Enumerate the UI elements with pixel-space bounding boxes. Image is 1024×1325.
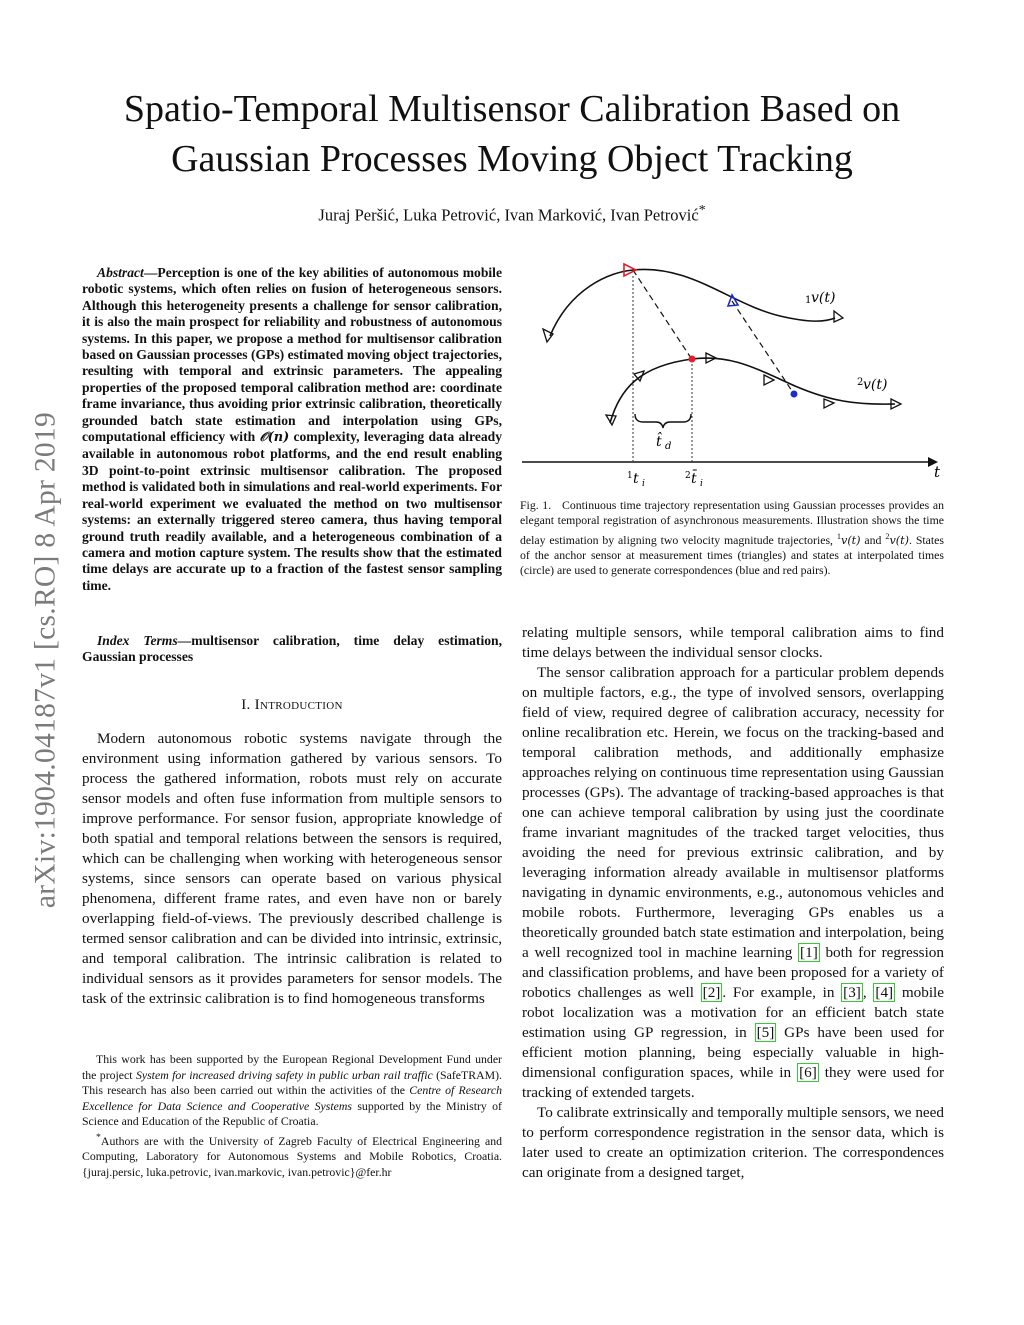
- title-line-1: Spatio-Temporal Multisensor Calibration Based on: [123, 88, 901, 130]
- title-line-2: Gaussian Processes Moving Object Tracking: [171, 138, 853, 180]
- abstract: [82, 265, 502, 594]
- intro-p2-text-a: The sensor calibration approach for a particular problem depends on multiple factors, e.g., the type of involved sensors, overlapping field of view, required degree of calibration accuracy, necessity for online recalibration etc. Herein, we focus on the tracking-based and temporal calibration methods, and additionally emphasize approaches relying on continuous time representation using Gaussian processes (GPs). The advantage of tracking-based approaches is that one can achieve temporal calibration by using just the coordinate frame invariant magnitudes of the tracked target velocities, thus avoiding the need for previous extrinsic calibration, and by leveraging information already available in multisensor platforms navigating in dynamic environments, e.g., autonomous vehicles and mobile robots. Furthermore, leveraging GPs enables us a theoretically grounded batch state estimation and interpolation, being a well recognized tool in machine learning: [522, 664, 944, 961]
- abstract-dash: —: [143, 265, 158, 280]
- caption-text-1: Continuous time trajectory representation using Gaussian processes provides an elegant temporal registration of asynchronous measurements. Illustration shows the time delay estimation by aligning two velocity magnitude trajectories,: [520, 498, 944, 547]
- section-title: Introduction: [254, 697, 343, 713]
- index-terms-label: Index Terms: [97, 633, 178, 648]
- intro-p2-text-c: . For example, in: [722, 984, 842, 1001]
- index-terms-text: multisensor calibration, time delay estimation, Gaussian processes: [82, 633, 502, 665]
- section-number: I.: [241, 697, 255, 713]
- citation-link-3[interactable]: [3]: [843, 984, 861, 1001]
- caption-v2: v(t): [889, 533, 910, 547]
- interpolated-state-blue: [791, 391, 798, 398]
- intro-p2-text-d: ,: [862, 984, 874, 1001]
- label-ti: t: [633, 471, 639, 487]
- curve-v2: [610, 358, 895, 423]
- footnote-project-name: System for increased driving safety in public urban rail traffic: [135, 1067, 433, 1082]
- citation-link-6[interactable]: [6]: [799, 1064, 817, 1081]
- label-v2-pre: 2: [857, 377, 864, 388]
- footnote-centre-name: Centre of Research Excellence for Data Science and Cooperative Systems: [82, 1083, 502, 1113]
- label-v1-pre: 1: [805, 295, 812, 306]
- citation-link-4[interactable]: [4]: [875, 984, 894, 1001]
- interpolated-state-red: [689, 356, 696, 363]
- arxiv-identifier: [20, 360, 72, 960]
- label-tbar-sub: i: [700, 479, 703, 489]
- arxiv-id-text: arXiv:1904.04187v1 [cs.RO] 8 Apr 2019: [29, 411, 62, 909]
- label-ti-pre: 1: [627, 471, 633, 481]
- footnote-funding-text-1: This work has been supported by the European Regional Development Fund under the project: [82, 1052, 502, 1082]
- time-delay-brace: [635, 414, 691, 428]
- intro-left-column: [82, 729, 502, 1009]
- figure-1-caption: [520, 498, 944, 578]
- authors-text: Juraj Peršić, Luka Petrović, Ivan Marković, Ivan Petrović: [318, 205, 699, 225]
- abstract-text-2: complexity, leveraging data already available in autonomous robot platforms, and the end result enabling 3D point-to-point extrinsic multisensor calibration. The proposed method is validated both in simulations and real-world experiments. For real-world experiment we evaluated the method on two multisensor systems: an externally triggered stereo camera, thus having temporal ground truth readily available, and a heterogeneous combination of a camera and motion capture system. The results show that the estimated time delays are accurate up to a fraction of the fastest sensor sampling time.: [82, 429, 503, 593]
- label-axis-t: t: [934, 463, 941, 481]
- footnote-funding: [82, 1052, 502, 1130]
- caption-text-2: . States of the anchor sensor at measurement times (triangles) and states at interpolated times (circle) are used to generate correspondences (blue and red pairs).: [520, 532, 945, 578]
- intro-paragraph-1-continued: relating multiple sensors, while temporal calibration aims to find time delays between the individual sensor clocks.: [522, 624, 944, 661]
- author-mark: *: [698, 202, 706, 217]
- index-terms: [82, 633, 502, 666]
- intro-paragraph-3: To calibrate extrinsically and temporally multiple sensors, we need to perform correspondence registration in the sensor data, which is later used to create an optimization criterion. The correspondences can originate from a designed target,: [522, 1104, 944, 1181]
- citation-link-1[interactable]: [1]: [800, 944, 818, 961]
- intro-right-column: [522, 623, 944, 1183]
- intro-paragraph-1: Modern autonomous robotic systems navigate through the environment using information gathered by various sensors. To process the gathered information, robots must rely on accurate sensor models and often fuse information from multiple sensors to improve performance. For sensor fusion, appropriate knowledge of both spatial and temporal relations between the sensors is required, which can be challenging when working with heterogeneous sensor systems, since sensors can operate based on various physical phenomena, different frame rates, and even have non or barely overlapping field-of-views. The previously described challenge is termed sensor calibration and can be divided into intrinsic, extrinsic, and temporal calibration. The intrinsic calibration is related to individual sensors as it provides parameters for sensor models. The task of the extrinsic calibration is to find homogeneous transforms: [82, 730, 502, 1007]
- footnote-affiliation: [82, 1130, 502, 1181]
- label-tbar: t̄: [691, 471, 697, 487]
- abstract-text-1: Perception is one of the key abilities of autonomous mobile robotic systems, which often relies on fusion of heterogeneous sensors. Although this heterogeneity presents a challenge for sensor calibration, it is also the main prospect for reliability and robustness of autonomous systems. In this paper, we propose a method for multisensor calibration based on Gaussian processes (GPs) estimated moving object trajectories, resulting with temporal and extrinsic parameters. The appealing properties of the proposed temporal calibration method are: coordinate frame invariance, thus avoiding prior extrinsic calibration, theoretically grounded batch state estimation and interpolation using GPs, computational efficiency with: [82, 265, 502, 445]
- footnote-affiliation-text: Authors are with the University of Zagreb Faculty of Electrical Engineering and Computing, Laboratory for Autonomous Systems and Mobile Robotics, Croatia. {juraj.persic, luka.petrovic, ivan.markovic, ivan.petrovic}@fer.hr: [82, 1133, 502, 1180]
- caption-v1: v(t): [840, 533, 861, 547]
- caption-label: Fig. 1.: [520, 498, 552, 512]
- measurement-triangle: [834, 311, 843, 322]
- footnote-affiliation-mark: *: [96, 1131, 101, 1143]
- curve-v1: [550, 269, 835, 336]
- paper-title: [60, 84, 964, 184]
- caption-v2-pre: 2: [885, 531, 890, 541]
- complexity-notation: 𝒪(n): [259, 430, 290, 446]
- footnotes: [82, 1052, 502, 1181]
- author-list: [60, 202, 964, 226]
- figure-1: [520, 258, 950, 490]
- correspondence-blue: [732, 301, 792, 391]
- citation-link-5[interactable]: [5]: [756, 1024, 775, 1041]
- intro-p2-text-f: GPs have been used for efficient motion planning, being especially valuable in high-dimensional configuration spaces, while in: [522, 1024, 944, 1081]
- intro-p2-text-e: mobile robot localization was a motivation for an efficient batch state estimation using GP regression, in: [522, 984, 944, 1041]
- intro-paragraph-2: [522, 663, 944, 1103]
- citation-link-2[interactable]: [2]: [702, 984, 721, 1001]
- label-time-delay: t̂: [656, 434, 662, 450]
- label-ti-sub: i: [642, 479, 645, 489]
- section-heading: [82, 697, 502, 714]
- label-time-delay-sub: d: [665, 441, 672, 452]
- intro-p2-text-g: they were used for tracking of extended targets.: [522, 1064, 945, 1101]
- measurement-triangle: [824, 399, 834, 408]
- abstract-label: Abstract: [97, 265, 144, 280]
- caption-v1-pre: 1: [836, 531, 841, 541]
- correspondence-red: [633, 270, 691, 358]
- index-terms-dash: —: [177, 633, 192, 648]
- label-tbar-pre: 2: [685, 471, 691, 481]
- caption-and: and: [860, 532, 886, 547]
- footnote-funding-text-2: (SafeTRAM). This research has also been carried out within the activities of the: [82, 1067, 502, 1098]
- label-v1: v(t): [811, 290, 836, 306]
- footnote-funding-text-3: supported by the Ministry of Science and Education of the Republic of Croatia.: [82, 1098, 502, 1129]
- label-v2: v(t): [863, 377, 888, 393]
- intro-p2-text-b: both for regression and classification problems, and have been proposed for a variety of robotics challenges as well: [522, 944, 944, 1001]
